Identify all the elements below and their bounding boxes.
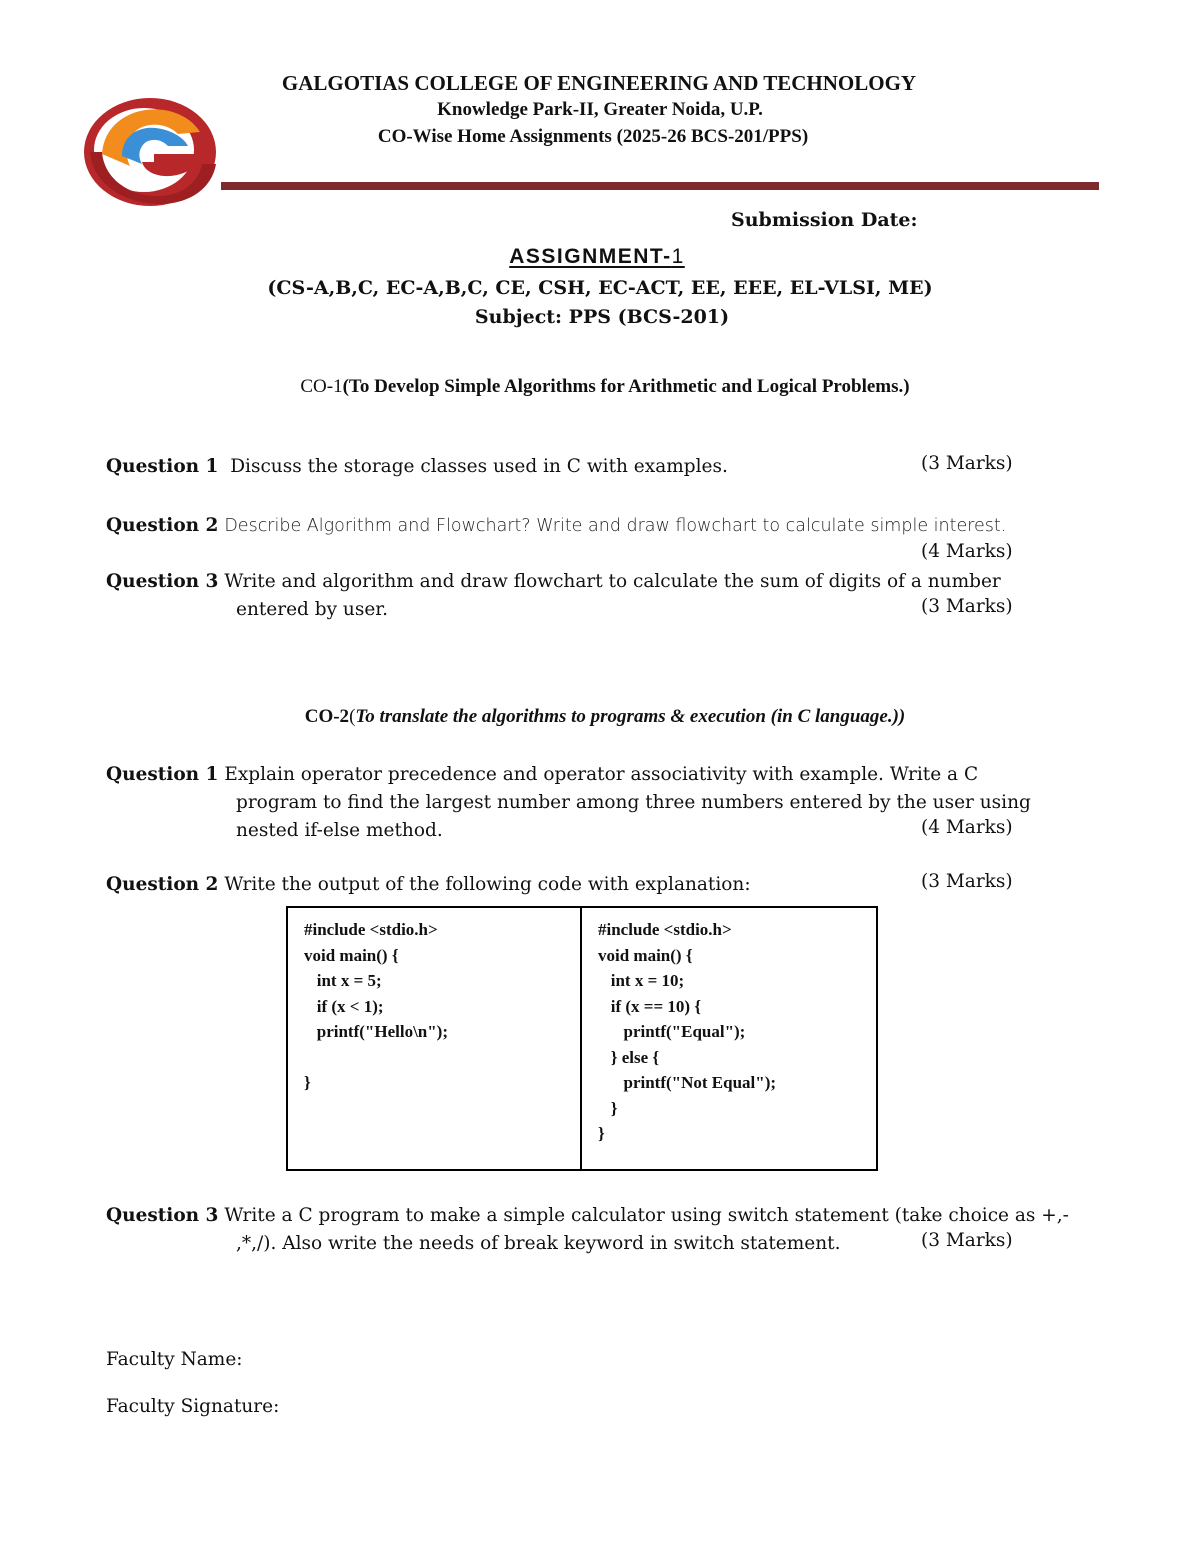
question-text-cont: program to find the largest number among three numbers entered by the user using bbox=[236, 792, 1031, 813]
question-label: Question 3 bbox=[106, 571, 219, 592]
question-text-cont: ,*,/). Also write the needs of break keyword in switch statement. bbox=[236, 1233, 841, 1254]
co1-question-3 bbox=[106, 568, 1001, 596]
co1-question-1 bbox=[106, 453, 728, 481]
question-text: Explain operator precedence and operator associativity with example. Write a C bbox=[224, 764, 979, 785]
submission-date-label: Submission Date: bbox=[731, 209, 918, 231]
co2-description: To translate the algorithms to programs & execution bbox=[355, 706, 766, 727]
co2-question-1-marks: (4 Marks) bbox=[921, 817, 1013, 838]
assignment-number: 1 bbox=[671, 245, 685, 268]
question-text: Describe Algorithm and Flowchart? Write and draw flowchart to calculate simple interest. bbox=[224, 516, 1007, 536]
faculty-name-label: Faculty Name: bbox=[106, 1349, 243, 1370]
co1-heading bbox=[0, 376, 1200, 398]
assignment-title-main: ASSIGNMENT- bbox=[509, 245, 672, 268]
question-text: Write and algorithm and draw flowchart to calculate the sum of digits of a number bbox=[224, 571, 1001, 592]
question-text: Write the output of the following code with explanation: bbox=[224, 874, 751, 895]
code-snippet-right: #include <stdio.h> void main() { int x = 10; if (x == 10) { printf("Equal"); } else { printf("Not Equal"); } } bbox=[598, 920, 777, 1143]
question-label: Question 1 bbox=[106, 764, 219, 785]
co1-question-2-marks: (4 Marks) bbox=[921, 541, 1013, 562]
co1-label: CO-1 bbox=[300, 376, 343, 397]
question-text: Discuss the storage classes used in C with examples. bbox=[230, 456, 728, 477]
question-label: Question 2 bbox=[106, 874, 219, 895]
course-line: CO-Wise Home Assignments (2025-26 BCS-201/PPS) bbox=[377, 126, 809, 147]
co1-question-1-marks: (3 Marks) bbox=[921, 453, 1013, 474]
question-label: Question 2 bbox=[106, 515, 219, 536]
co2-open-paren: ( bbox=[349, 706, 356, 727]
co1-question-2 bbox=[106, 512, 1006, 540]
assignment-sections: (CS-A,B,C, EC-A,B,C, CE, CSH, EC-ACT, EE, EEE, EL-VLSI, ME) bbox=[267, 277, 933, 299]
question-label: Question 3 bbox=[106, 1205, 219, 1226]
co2-heading bbox=[0, 706, 1200, 728]
code-snippet-left: #include <stdio.h> void main() { int x = 5; if (x < 1); printf("Hello\n"); } bbox=[288, 908, 582, 1169]
header-rule bbox=[221, 182, 1099, 190]
faculty-signature-label: Faculty Signature: bbox=[106, 1396, 280, 1417]
question-text-cont: entered by user. bbox=[236, 599, 388, 620]
college-address: Knowledge Park-II, Greater Noida, U.P. bbox=[437, 99, 763, 120]
assignment-title bbox=[0, 245, 1194, 269]
question-text-cont: nested if-else method. bbox=[236, 820, 443, 841]
question-label: Question 1 bbox=[106, 456, 219, 477]
co1-question-3-marks: (3 Marks) bbox=[921, 596, 1013, 617]
co2-description-tail: (in C language.)) bbox=[765, 706, 906, 727]
co2-question-2-marks: (3 Marks) bbox=[921, 871, 1013, 892]
co2-label: CO-2 bbox=[304, 706, 350, 727]
co2-question-3-marks: (3 Marks) bbox=[921, 1230, 1013, 1251]
question-text: Write a C program to make a simple calculator using switch statement (take choice as +,- bbox=[224, 1205, 1069, 1226]
assignment-subject: Subject: PPS (BCS-201) bbox=[474, 306, 730, 328]
co2-question-3 bbox=[106, 1202, 1069, 1230]
co1-description: (To Develop Simple Algorithms for Arithmetic and Logical Problems.) bbox=[342, 376, 910, 397]
code-table bbox=[286, 906, 878, 1171]
co2-question-2 bbox=[106, 871, 751, 899]
co2-question-1 bbox=[106, 761, 978, 789]
college-name: GALGOTIAS COLLEGE OF ENGINEERING AND TECHNOLOGY bbox=[281, 71, 917, 95]
